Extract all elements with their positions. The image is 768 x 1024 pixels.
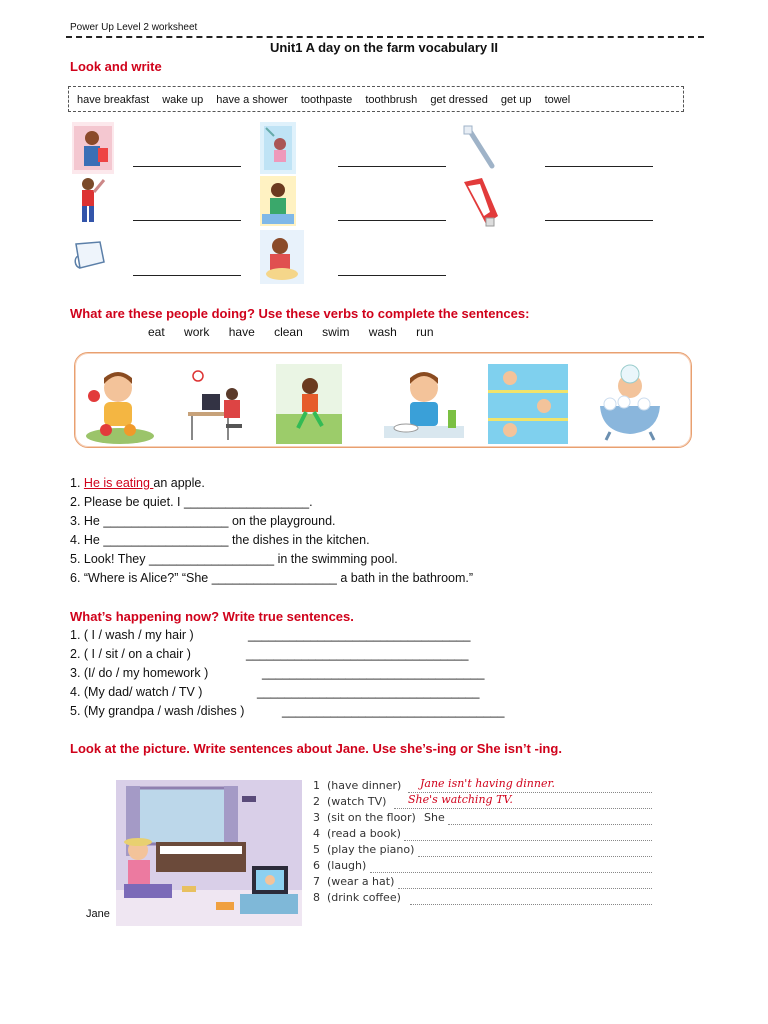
row-number: 4 [313,827,320,840]
answer-line[interactable] [545,166,653,167]
example-answer: He is eating [83,476,154,490]
word-bank-item: get dressed [430,94,488,106]
word-bank-item: towel [544,94,571,106]
dotted-answer-line[interactable] [404,840,652,841]
row-prompt: (have dinner) [327,779,402,792]
have-breakfast-picture [260,230,304,284]
picture-caption: Jane [86,908,110,920]
word-bank-item: toothpaste [300,94,353,106]
sentence-3[interactable]: 3. He __________________ on the playground. [70,514,336,528]
answer-line[interactable] [133,166,241,167]
have-a-shower-picture [260,122,296,174]
word-bank-item: toothbrush [365,94,418,106]
toothpaste-picture [460,176,502,230]
verb-bank-item: run [416,325,434,339]
answer-line[interactable] [545,220,653,221]
prompt-2: 2. ( I / sit / on a chair ) [70,647,191,661]
verb-bank-item: wash [368,325,397,339]
jane-row-4 [313,827,401,840]
row-starter: She [424,811,445,824]
answer-line[interactable] [338,275,446,276]
header-divider [66,36,704,38]
boy-eating-picture [84,366,156,444]
sentence-number: 1. [70,476,81,490]
answer-line-5[interactable]: ________________________________ [282,704,505,718]
answer-line-1[interactable]: ________________________________ [248,628,471,642]
row-number: 2 [313,795,320,808]
answer-line-4[interactable]: ________________________________ [257,685,480,699]
example-answer-1: Jane isn't having dinner. [420,777,556,790]
word-bank-item: get up [500,94,532,106]
prompt-5: 5. (My grandpa / wash /dishes ) [70,704,245,718]
dotted-answer-line[interactable] [394,808,652,809]
jane-row-7 [313,875,394,888]
word-bank [68,86,684,112]
boy-washing-dishes-picture [384,366,464,444]
dotted-answer-line[interactable] [410,904,652,905]
answer-line-2[interactable]: ________________________________ [246,647,469,661]
verb-bank-item: clean [274,325,303,339]
jane-row-3 [313,811,416,824]
dotted-answer-line[interactable] [418,856,652,857]
section-heading-look-and-write: Look and write [70,59,162,74]
answer-line[interactable] [338,220,446,221]
girl-in-bath-picture [594,364,666,444]
prompt-3: 3. (I/ do / my homework ) [70,666,209,680]
answer-line-3[interactable]: ________________________________ [262,666,485,680]
sentence-5[interactable]: 5. Look! They __________________ in the swimming pool. [70,552,398,566]
answer-line[interactable] [133,220,241,221]
sentence-text: an apple. [153,476,205,490]
sentence-2[interactable]: 2. Please be quiet. I __________________. [70,495,313,509]
sentence-4[interactable]: 4. He __________________ the dishes in the kitchen. [70,533,370,547]
jane-row-5 [313,843,414,856]
get-dressed-picture [72,176,106,228]
jane-living-room-picture [116,780,302,926]
section-heading-what-are-people-doing: What are these people doing? Use these verbs to complete the sentences: [70,306,530,321]
word-bank-item: have breakfast [77,94,150,106]
wake-up-picture [72,122,114,174]
row-prompt: (wear a hat) [327,875,395,888]
prompt-4: 4. (My dad/ watch / TV ) [70,685,203,699]
verb-bank-item: work [184,325,210,339]
jane-row-1 [313,779,401,792]
row-number: 5 [313,843,320,856]
row-prompt: (read a book) [327,827,401,840]
sentence-1 [70,476,205,490]
section-heading-look-at-picture-jane: Look at the picture. Write sentences about Jane. Use she’s-ing or She isn’t -ing. [70,741,562,756]
verb-bank-item: swim [322,325,350,339]
row-prompt: (drink coffee) [327,891,401,904]
boy-running-picture [276,364,342,444]
page-title: Unit1 A day on the farm vocabulary II [269,40,499,55]
verb-bank-item: eat [148,325,165,339]
get-up-picture [260,176,296,226]
man-working-picture [186,368,248,444]
example-answer-2: She's watching TV. [408,793,513,806]
row-number: 3 [313,811,320,824]
verb-bank [148,325,450,339]
toothbrush-picture [462,124,498,170]
row-prompt: (laugh) [327,859,367,872]
dotted-answer-line[interactable] [398,888,652,889]
word-bank-item: wake up [162,94,204,106]
sentence-6[interactable]: 6. “Where is Alice?” “She __________________ a bath in the bathroom.” [70,571,474,585]
jane-row-2 [313,795,386,808]
worksheet-label: Power Up Level 2 worksheet [70,22,198,33]
answer-line[interactable] [133,275,241,276]
answer-line[interactable] [338,166,446,167]
verb-bank-item: have [228,325,255,339]
section-heading-whats-happening-now: What’s happening now? Write true sentences. [70,609,354,624]
row-prompt: (play the piano) [327,843,415,856]
row-number: 6 [313,859,320,872]
row-number: 7 [313,875,320,888]
dotted-answer-line[interactable] [370,872,652,873]
kids-swimming-picture [488,364,568,444]
row-number: 8 [313,891,320,904]
word-bank-item: have a shower [216,94,288,106]
row-prompt: (watch TV) [327,795,387,808]
row-prompt: (sit on the floor) [327,811,416,824]
towel-picture [70,238,110,274]
dotted-answer-line[interactable] [448,824,652,825]
row-number: 1 [313,779,320,792]
prompt-1: 1. ( I / wash / my hair ) [70,628,194,642]
jane-row-8 [313,891,401,904]
jane-row-6 [313,859,366,872]
